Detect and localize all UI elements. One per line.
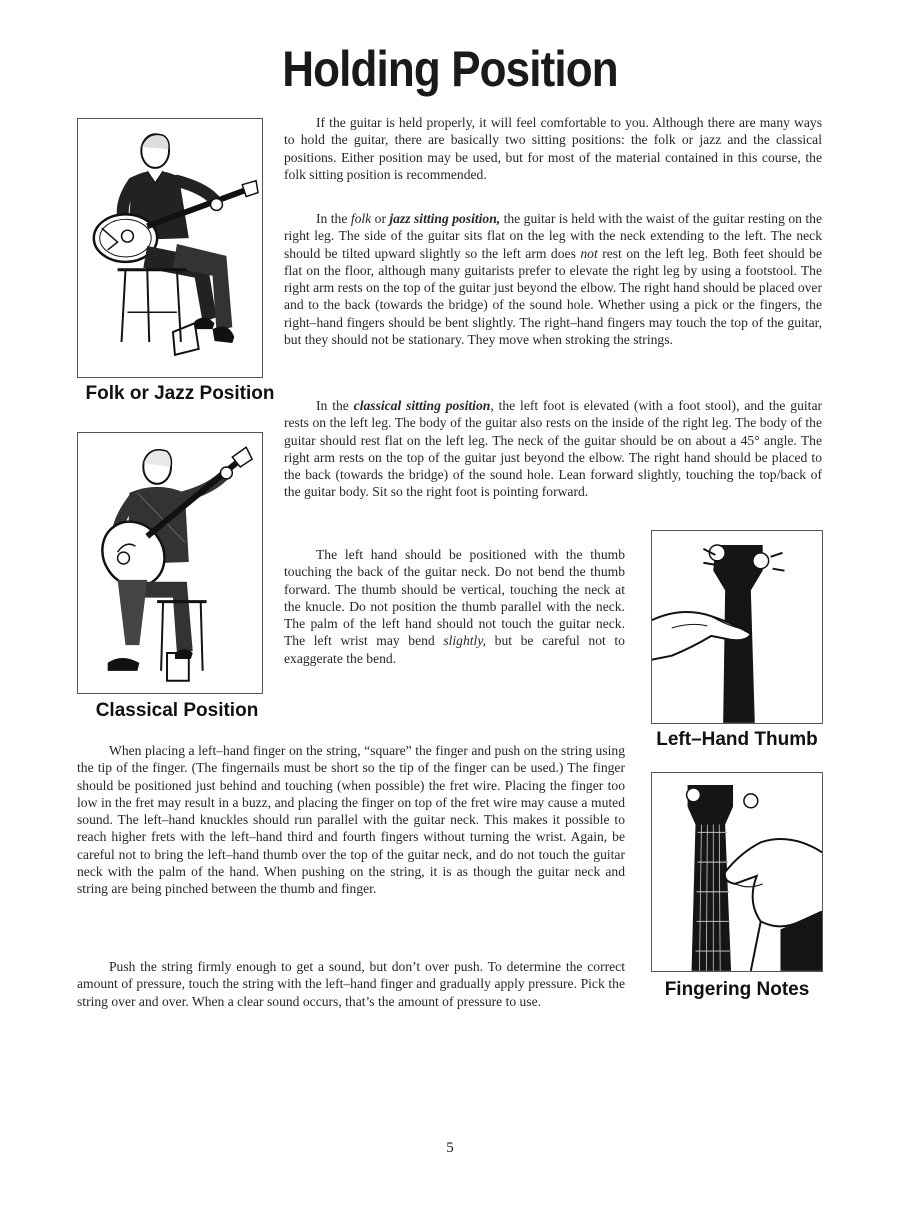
classical-position-caption: Classical Position	[95, 700, 259, 721]
intro-paragraph	[284, 114, 822, 183]
folk-paragraph	[284, 210, 822, 348]
folk-term: folk	[350, 211, 372, 226]
left-hand-thumb-illustration	[651, 530, 823, 724]
page-number: 5	[446, 1140, 454, 1156]
fingering-notes-illustration	[651, 772, 823, 972]
pressure-paragraph	[77, 958, 625, 1010]
folk-prefix: In the	[316, 211, 351, 226]
classical-position-illustration	[77, 432, 263, 694]
classical-paragraph	[284, 397, 822, 501]
finger-placement-text: When placing a left–hand finger on the string, “square” the finger and push on the string using the tip of the finger. (The fingernails must be short so the tip of the finger can be used.) The finger should be positioned just behind and touching (when possible) the fret wire. Placing the finger too low in the fret may result in a buzz, and placing the finger on top of the fret wire may cause a muted sound. The left–hand knuckles should run parallel with the guitar neck. This makes it possible to reach higher frets with the left–hand third and fourth fingers without turning the wrist. Again, be careful not to bring the left–hand thumb over the top of the guitar neck, and do not touch the guitar neck with the palm of the hand. When pushing on the string, it is as though the guitar neck and string are being pinched between the thumb and finger.	[77, 743, 625, 897]
left-hand-thumb-caption: Left–Hand Thumb	[656, 729, 818, 750]
jazz-sitting-position-term: jazz sitting position,	[389, 211, 501, 226]
folk-guitarist-drawing	[78, 119, 262, 377]
folk-body-b: rest on the left leg. Both feet should be flat on the floor, although many guitarists prefer to elevate the right leg by using a footstool. The right arm rests on the top of the guitar just beyond the elbow. The right hand should be placed over and to the back (towards the bridge) of the sound hole. Whether using a pick or the fingers, the right–hand fingers should be bent slightly. The right–hand fingers may touch the top of the guitar, but they should not be stationary. They move when stroking the strings.	[284, 245, 822, 348]
thumb-neck-drawing	[652, 531, 822, 723]
page-title: Holding Position	[282, 41, 618, 97]
thumb-text-b: but be careful not to exaggerate the bend.	[284, 633, 625, 666]
folk-not: not	[580, 245, 598, 261]
folk-body-a: the guitar is held with the waist of the guitar resting on the right leg. The side of the guitar sits flat on the leg with the neck extending to the left. The neck should be tilted upward slightly so the left arm does	[284, 211, 822, 261]
thumb-slightly: slightly,	[443, 633, 487, 649]
classical-body: , the left foot is elevated (with a foot stool), and the guitar rests on the left leg. The body of the guitar also rests on the inside of the right leg. The body of the guitar should rest flat on the left leg. The neck of the guitar should be on about a 45° angle. The right arm rests on the top of the guitar just beyond the elbow. The right hand should be placed to the back (towards the bridge) of the sound hole. Lean forward slightly, touching the top/back of the guitar body. Sit so the right foot is pointing forward.	[284, 398, 823, 500]
finger-placement-paragraph	[77, 742, 625, 898]
classical-guitarist-drawing	[78, 433, 262, 693]
fingering-notes-caption: Fingering Notes	[664, 979, 810, 1000]
fingering-neck-drawing	[652, 773, 822, 971]
folk-or: or	[371, 211, 390, 226]
pressure-text: Push the string firmly enough to get a sound, but don’t over push. To determine the correct amount of pressure, touch the string with the left–hand finger and gradually apply pressure. Pick the string over and over. When a clear sound occurs, that’s the amount of pressure to use.	[77, 959, 625, 1009]
thumb-paragraph	[284, 546, 625, 667]
classical-sitting-position-term: classical sitting position	[353, 398, 491, 413]
thumb-text-a: The left hand should be positioned with the thumb touching the back of the guitar neck. Do not bend the thumb forward. The thumb should be vertical, touching the neck at the knucle. Do not position the thumb parallel with the neck. The palm of the left hand should not touch the guitar neck. The left wrist may bend	[284, 547, 625, 649]
intro-text: If the guitar is held properly, it will feel comfortable to you. Although there are many ways to hold the guitar, there are basically two sitting positions: the folk or jazz and the classical positions. Either position may be used, but for most of the material contained in this course, the folk sitting position is recommended.	[284, 115, 822, 182]
classical-prefix: In the	[316, 398, 354, 413]
folk-position-illustration	[77, 118, 263, 378]
folk-position-caption: Folk or Jazz Position	[85, 383, 275, 404]
